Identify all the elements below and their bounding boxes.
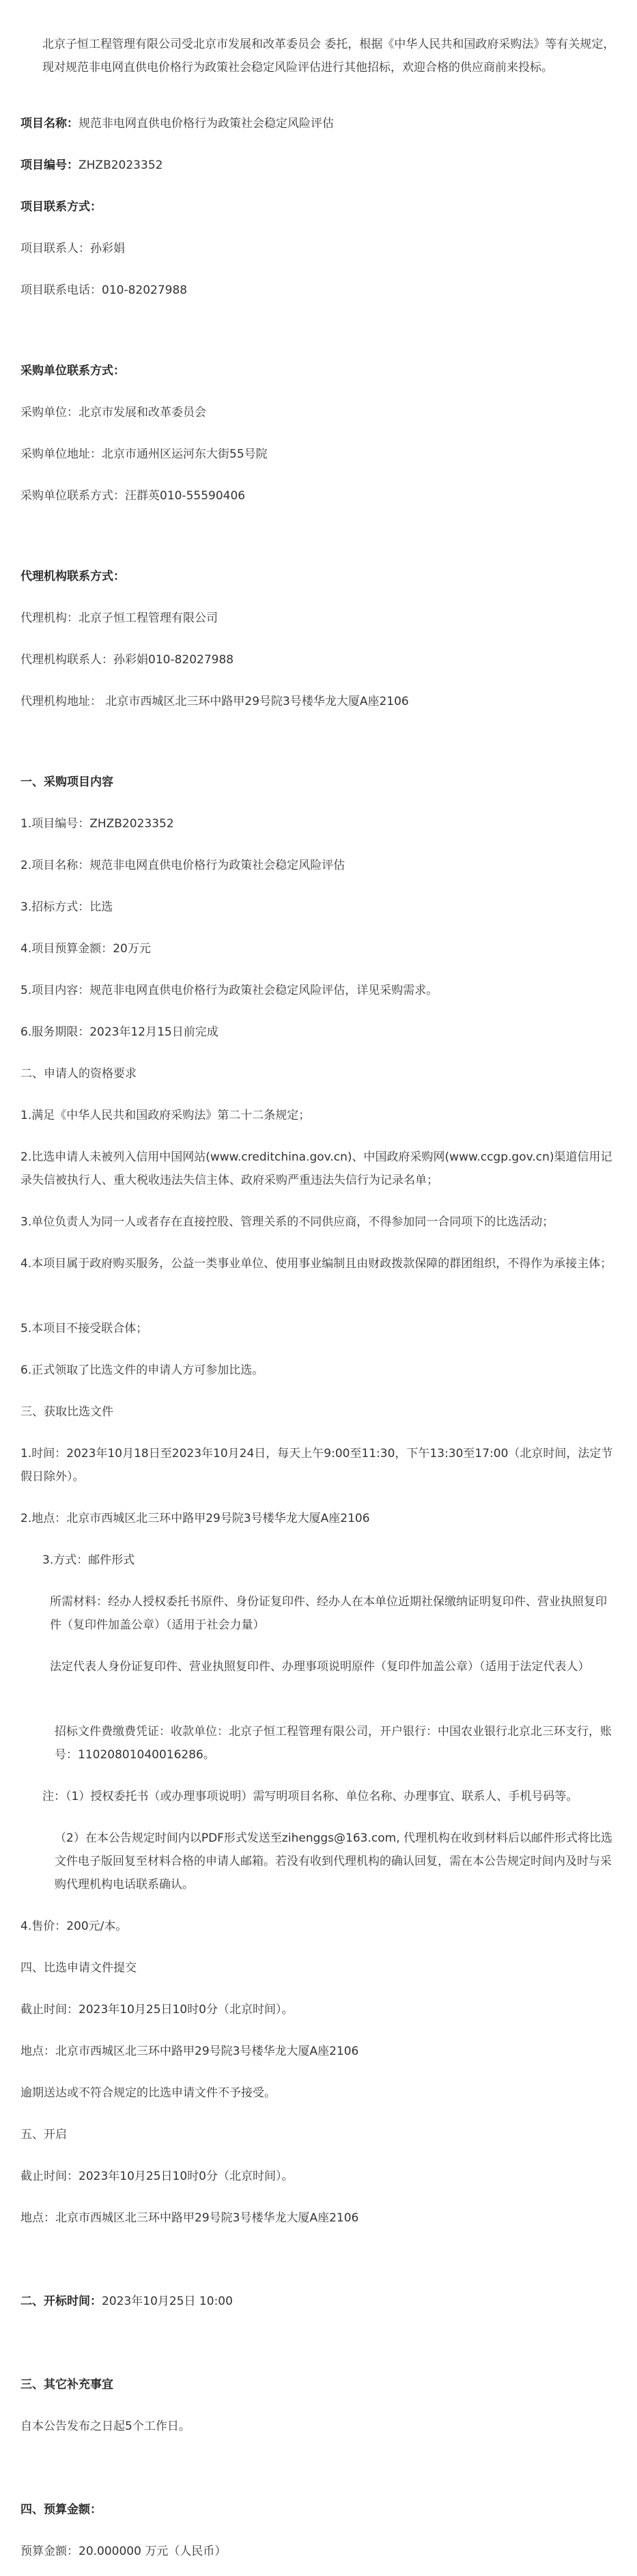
section1-heading: 一、采购项目内容 xyxy=(20,775,113,789)
section3-place: 2.地点：北京市西城区北三环中路甲29号院3号楼华龙大厦A座2106 xyxy=(20,1512,370,1525)
agency-unit: 代理机构：北京子恒工程管理有限公司 xyxy=(20,611,218,625)
opening-time-label: 二、开标时间： xyxy=(20,2295,102,2308)
opening-time-value: 2023年10月25日 10:00 xyxy=(102,2295,233,2308)
section1-item: 3.招标方式：比选 xyxy=(20,900,113,914)
section1-item: 4.项目预算金额：20万元 xyxy=(20,942,151,956)
section1-item: 5.项目内容：规范非电网直供电价格行为政策社会稳定风险评估，详见采购需求。 xyxy=(20,984,438,997)
purchaser-address: 采购单位地址：北京市通州区运河东大街55号院 xyxy=(20,447,268,461)
section3-heading: 三、获取比选文件 xyxy=(20,1405,113,1419)
agency-address: 代理机构地址： 北京市西城区北三环中路甲29号院3号楼华龙大厦A座2106 xyxy=(20,695,409,708)
section3-fee-voucher: 招标文件费缴费凭证：收款单位：北京子恒工程管理有限公司，开户银行：中国农业银行北京北三环支行，账号：11020801040016286。 xyxy=(55,1725,612,1762)
section5-place: 地点：北京市西城区北三环中路甲29号院3号楼华龙大厦A座2106 xyxy=(20,2211,359,2225)
section5-heading: 五、开启 xyxy=(20,2128,67,2142)
agency-heading: 代理机构联系方式： xyxy=(20,570,125,583)
project-contact-heading: 项目联系方式： xyxy=(20,200,102,214)
section3-legal-rep: 法定代表人身份证复印件、营业执照复印件、办理事项说明原件（复印件加盖公章）（适用于法定代表人） xyxy=(50,1660,590,1674)
purchaser-unit: 采购单位：北京市发展和改革委员会 xyxy=(20,406,206,419)
project-contact-phone: 项目联系电话：010-82027988 xyxy=(20,283,188,297)
other-text: 自本公告发布之日起5个工作日。 xyxy=(20,2420,190,2433)
other-heading: 三、其它补充事宜 xyxy=(20,2378,113,2392)
section2-item: 5.本项目不接受联合体； xyxy=(20,1322,148,1335)
project-code xyxy=(20,154,617,177)
section3-method: 3.方式：邮件形式 xyxy=(42,1553,135,1567)
section2-item: 6.正式领取了比选文件的申请人方可参加比选。 xyxy=(20,1363,264,1377)
agency-contact: 代理机构联系人：孙彩娟010-82027988 xyxy=(20,653,234,667)
budget-text: 预算金额：20.000000 万元（人民币） xyxy=(20,2545,227,2558)
budget-heading: 四、预算金额： xyxy=(20,2503,102,2517)
purchaser-heading: 采购单位联系方式： xyxy=(20,364,125,378)
section3-time: 1.时间：2023年10月18日至2023年10月24日，每天上午9:00至11:30，下午13:30至17:00（北京时间，法定节假日除外）。 xyxy=(20,1447,613,1484)
section2-item: 2.比选申请人未被列入信用中国网站(www.creditchina.gov.cn)、中国政府采购网(www.ccgp.gov.cn)渠道信用记录失信被执行人、重大税收违法失信主体、政府采购严重违法失信行为记录名单； xyxy=(20,1150,612,1187)
section4-late: 逾期送达或不符合规定的比选申请文件不予接受。 xyxy=(20,2086,276,2100)
section2-heading: 二、申请人的资格要求 xyxy=(20,1067,137,1081)
project-code-value: ZHZB2023352 xyxy=(79,158,163,172)
section2-item: 1.满足《中华人民共和国政府采购法》第二十二条规定； xyxy=(20,1109,311,1122)
section4-heading: 四、比选申请文件提交 xyxy=(20,1961,137,1975)
section3-note2: （2）在本公告规定时间内以PDF形式发送至zihenggs@163.com, 代理机构在收到材料后以邮件形式将比选文件电子版回复至材料合格的申请人邮箱。若没有收到代理机构的确认回复，需在本公告规定时间内及时与采购代理机构电话联系确认。 xyxy=(55,1831,612,1892)
section3-materials: 所需材料：经办人授权委托书原件、身份证复印件、经办人在本单位近期社保缴纳证明复印件、营业执照复印件（复印件加盖公章）（适用于社会力量） xyxy=(50,1595,607,1632)
section2-item: 3.单位负责人为同一人或者存在直接控股、管理关系的不同供应商，不得参加同一合同项下的比选活动； xyxy=(20,1215,554,1229)
project-contact-person: 项目联系人：孙彩娟 xyxy=(20,242,125,255)
project-code-label: 项目编号： xyxy=(20,158,79,172)
section1-item: 6.服务期限：2023年12月15日前完成 xyxy=(20,1025,218,1039)
project-name-value: 规范非电网直供电价格行为政策社会稳定风险评估 xyxy=(79,117,334,130)
project-name xyxy=(20,112,617,135)
section4-deadline: 截止时间：2023年10月25日10时0分（北京时间）。 xyxy=(20,2003,294,2017)
section3-note1: 注：（1）授权委托书（或办理事项说明）需写明项目名称、单位名称、办理事宜、联系人、手机号码等。 xyxy=(42,1790,578,1803)
project-name-label: 项目名称： xyxy=(20,117,79,130)
opening-time xyxy=(20,2290,617,2313)
section4-place: 地点：北京市西城区北三环中路甲29号院3号楼华龙大厦A座2106 xyxy=(20,2045,359,2058)
intro-paragraph: 北京子恒工程管理有限公司受北京市发展和改革委员会 委托，根据《中华人民共和国政府采购法》等有关规定，现对规范非电网直供电价格行为政策社会稳定风险评估进行其他招标，欢迎合格的供应商前来投标。 xyxy=(42,38,615,74)
section1-item: 1.项目编号：ZHZB2023352 xyxy=(20,817,174,831)
purchaser-contact: 采购单位联系方式：汪群英010-55590406 xyxy=(20,489,246,503)
section5-deadline: 截止时间：2023年10月25日10时0分（北京时间）。 xyxy=(20,2170,294,2183)
section1-item: 2.项目名称：规范非电网直供电价格行为政策社会稳定风险评估 xyxy=(20,859,345,872)
section3-price: 4.售价：200元/本。 xyxy=(20,1920,128,1933)
section2-item: 4.本项目属于政府购买服务，公益一类事业单位、使用事业编制且由财政拨款保障的群团组织，不得作为承接主体； xyxy=(20,1257,612,1271)
